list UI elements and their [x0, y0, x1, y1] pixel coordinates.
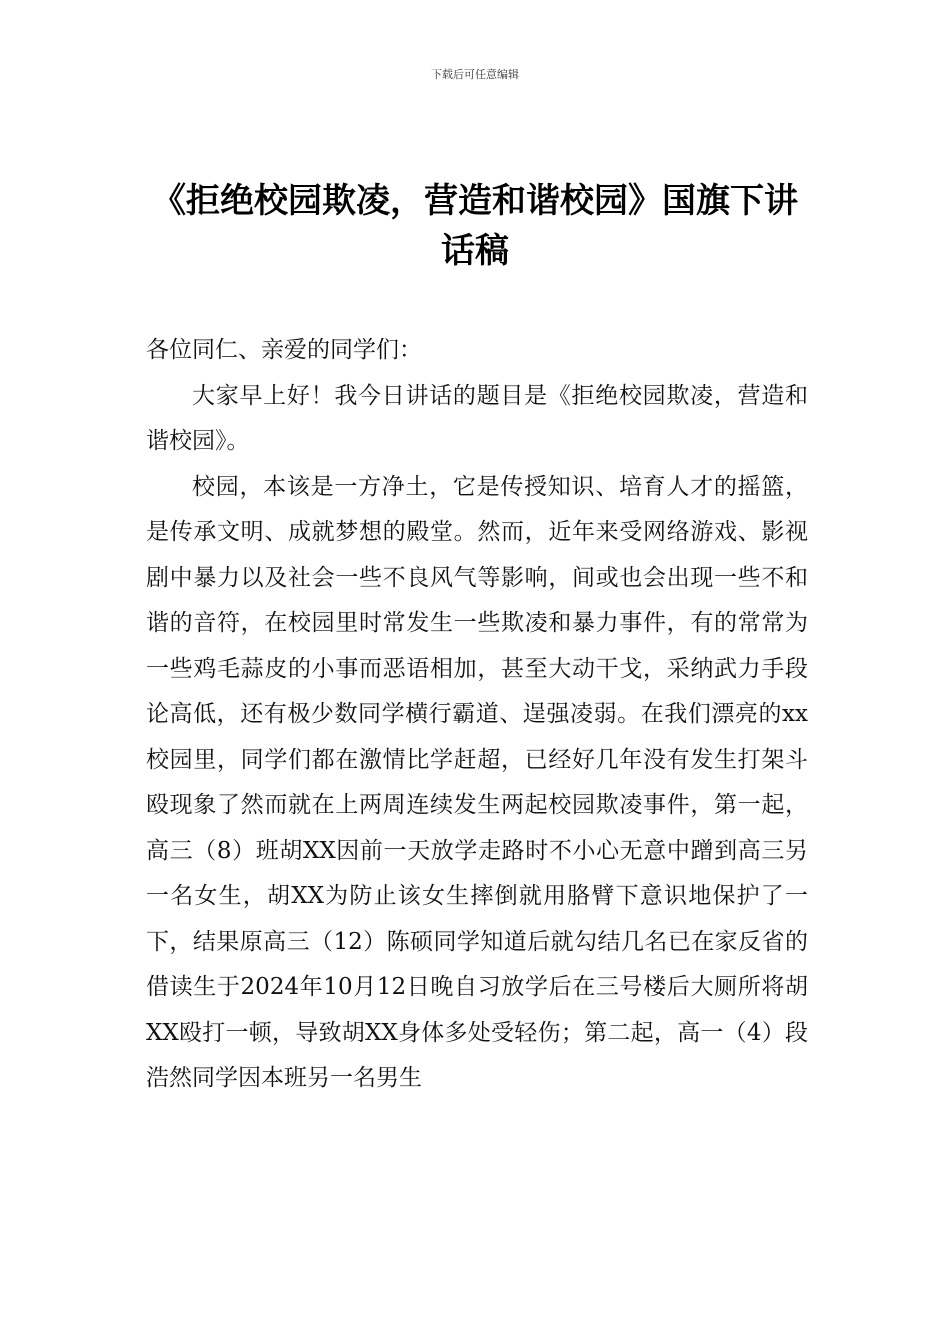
paragraph-main: 校园，本该是一方净土，它是传授知识、培育人才的摇篮，是传承文明、成就梦想的殿堂。然而，近年来受网络游戏、影视剧中暴力以及社会一些不良风气等影响，间或也会出现一些不和谐的音符，在校园里时常发生一些欺凌和暴力事件，有的常常为一些鸡毛蒜皮的小事而恶语相加，甚至大动干戈，采纳武力手段论高低，还有极少数同学横行霸道、逞强凌弱。在我们漂亮的xx校园里，同学们都在激情比学赶超，已经好几年没有发生打架斗殴现象了然而就在上两周连续发生两起校园欺凌事件，第一起，高三（8）班胡XX因前一天放学走路时不小心无意中蹭到高三另一名女生，胡XX为防止该女生摔倒就用胳臂下意识地保护了一下，结果原高三（12）陈硕同学知道后就勾结几名已在家反省的借读生于2024年10月12日晚自习放学后在三号楼后大厕所将胡XX殴打一顿，导致胡XX身体多处受轻伤；第二起，高一（4）段浩然同学因本班另一名男生 — [146, 473, 808, 1091]
header-note: 下载后可任意编辑 — [431, 68, 519, 81]
document-body — [146, 328, 808, 1102]
salutation: 各位同仁、亲爱的同学们： — [146, 337, 422, 363]
document-title: 《拒绝校园欺凌，营造和谐校园》国旗下讲话稿 — [152, 181, 798, 271]
paragraph-greeting: 大家早上好！我今日讲话的题目是《拒绝校园欺凌，营造和谐校园》。 — [146, 382, 808, 454]
